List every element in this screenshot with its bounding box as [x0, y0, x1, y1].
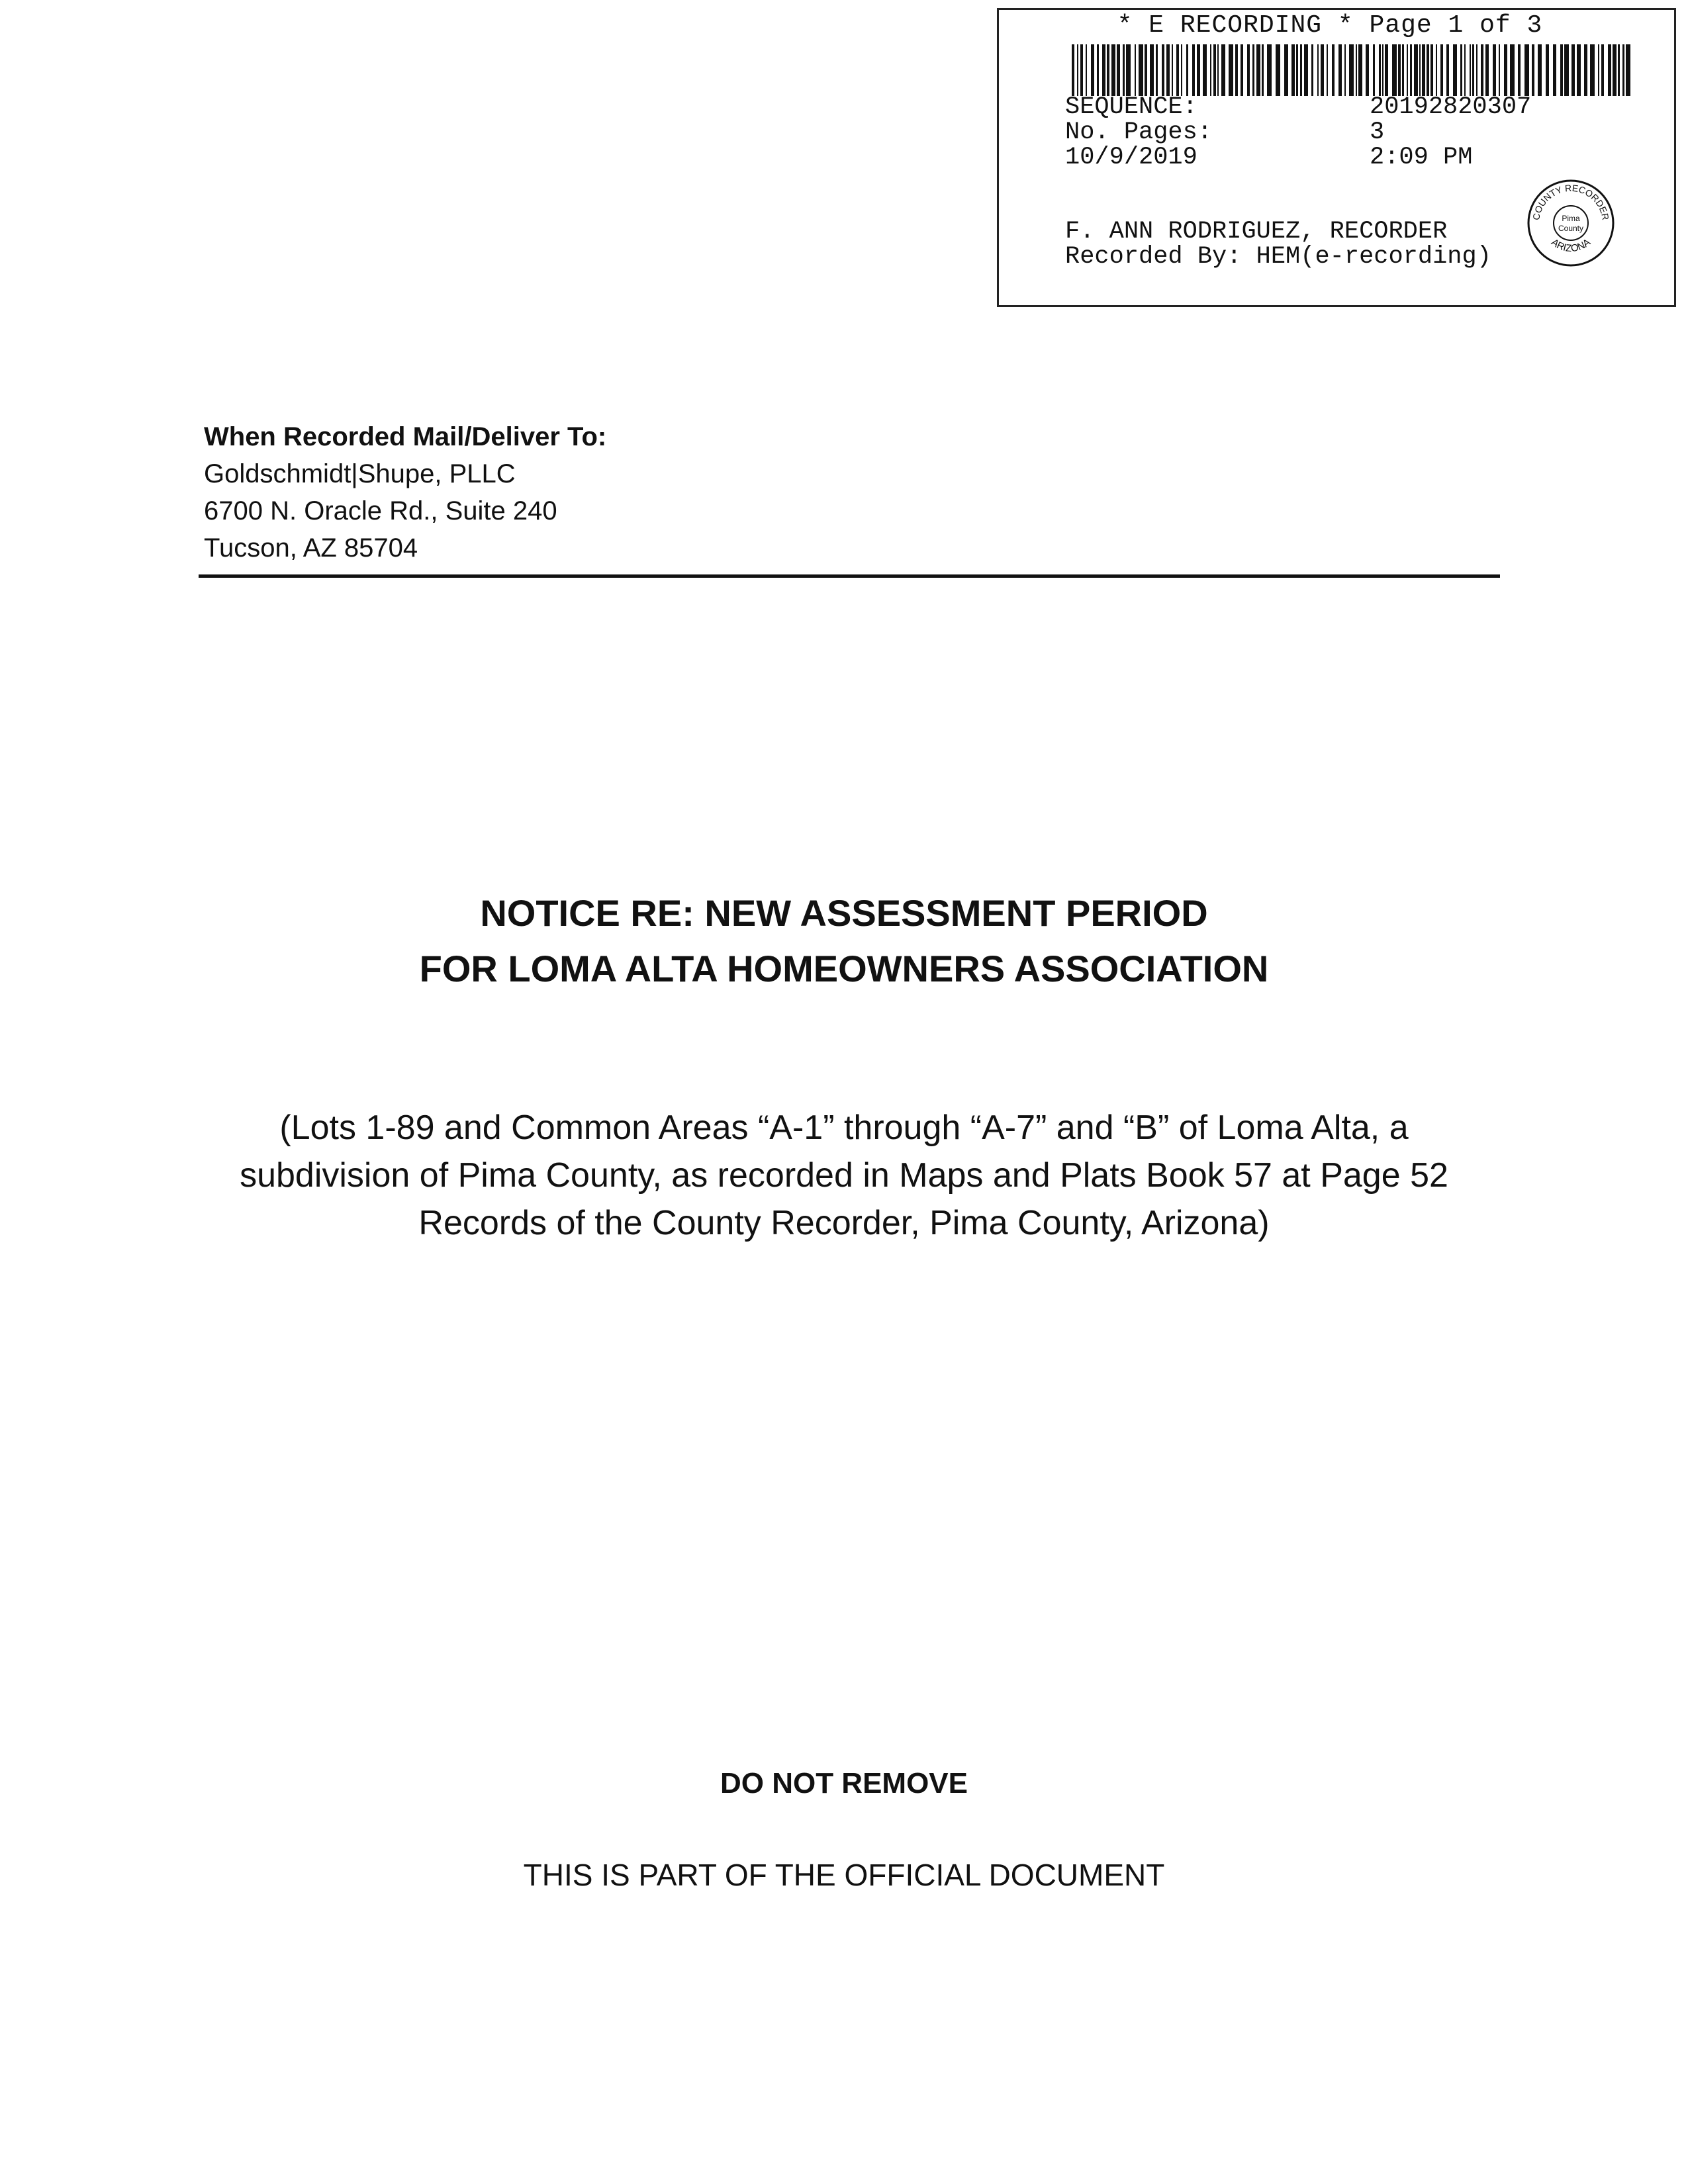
recording-date: 10/9/2019 [1065, 144, 1197, 171]
legal-description-line2: subdivision of Pima County, as recorded in Maps and Plats Book 57 at Page 52 [240, 1156, 1448, 1195]
barcode-bar [1560, 44, 1563, 96]
barcode-bar [1145, 44, 1147, 96]
barcode-bar [1235, 44, 1238, 96]
barcode-bar [1126, 44, 1131, 96]
mail-to-line2: 6700 N. Oracle Rd., Suite 240 [204, 496, 557, 525]
barcode-bar [1327, 44, 1328, 96]
barcode-bar [1373, 44, 1375, 96]
legal-description-line3: Records of the County Recorder, Pima County, Arizona) [418, 1204, 1270, 1242]
barcode-bar [1499, 44, 1500, 96]
barcode-bar [1176, 44, 1179, 96]
barcode-bar [1553, 44, 1556, 96]
mail-to-block [204, 418, 606, 567]
barcode-bar [1107, 44, 1109, 96]
barcode-bar [1210, 44, 1211, 96]
barcode-bar [1356, 44, 1357, 96]
barcode-bar [1481, 44, 1483, 96]
barcode-bar [1590, 44, 1595, 96]
barcode-bar [1436, 44, 1437, 96]
barcode-bar [1472, 44, 1474, 96]
barcode-bar [1584, 44, 1587, 96]
barcode-bar [1276, 44, 1280, 96]
stamp-header: * E RECORDING * Page 1 of 3 [1117, 11, 1543, 40]
recording-time: 2:09 PM [1370, 144, 1473, 171]
pages-label: No. Pages: [1065, 118, 1213, 146]
barcode-bar [1172, 44, 1173, 96]
seal-text-center-1: Pima [1562, 214, 1580, 223]
barcode-bar [1446, 44, 1449, 96]
barcode-bar [1221, 44, 1225, 96]
barcode-bar [1460, 44, 1462, 96]
barcode-bar [1464, 44, 1466, 96]
barcode-bar [1241, 44, 1243, 96]
barcode-bar [1493, 44, 1496, 96]
barcode-bar [1379, 44, 1381, 96]
barcode-bar [1510, 44, 1515, 96]
barcode-bar [1102, 44, 1105, 96]
barcode-bar [1296, 44, 1298, 96]
barcode-bar [1382, 44, 1383, 96]
barcode-bar [1111, 44, 1115, 96]
barcode-bar [1344, 44, 1346, 96]
barcode-bar [1135, 44, 1136, 96]
barcode-bar [1080, 44, 1083, 96]
barcode-bar [1332, 44, 1335, 96]
official-document-note: THIS IS PART OF THE OFFICIAL DOCUMENT [523, 1858, 1165, 1892]
barcode-bar [1262, 44, 1264, 96]
barcode-bar [1252, 44, 1254, 96]
barcode-bar [1086, 44, 1087, 96]
barcode-bar [1181, 44, 1182, 96]
barcode-bar [1213, 44, 1216, 96]
barcode-bar [1117, 44, 1120, 96]
barcode-bar [1317, 44, 1319, 96]
sequence-label: SEQUENCE: [1065, 93, 1197, 121]
barcode-bar [1538, 44, 1542, 96]
mail-to-line1: Goldschmidt|Shupe, PLLC [204, 459, 516, 488]
barcode-bar [1598, 44, 1599, 96]
barcode-bar [1618, 44, 1620, 96]
barcode-bar [1338, 44, 1342, 96]
barcode-bar [1398, 44, 1401, 96]
barcode-bar [1311, 44, 1313, 96]
barcode-bar [1186, 44, 1188, 96]
barcode-bar [1622, 44, 1624, 96]
document-title-line1: NOTICE RE: NEW ASSESSMENT PERIOD [480, 892, 1208, 934]
barcode-bar [1166, 44, 1170, 96]
barcode-bar [1532, 44, 1534, 96]
barcode-bar [1077, 44, 1078, 96]
sequence-value: 20192820307 [1370, 93, 1532, 121]
barcode-bar [1267, 44, 1272, 96]
barcode-bar [1470, 44, 1471, 96]
barcode-bar [1197, 44, 1200, 96]
barcode-bar [1504, 44, 1507, 96]
barcode-bar [1192, 44, 1195, 96]
barcode-bar [1156, 44, 1158, 96]
recorder-name: F. ANN RODRIGUEZ, RECORDER [1065, 218, 1448, 246]
barcode-bar [1601, 44, 1604, 96]
mail-to-heading: When Recorded Mail/Deliver To: [204, 422, 607, 451]
document-title-line2: FOR LOMA ALTA HOMEOWNERS ASSOCIATION [419, 948, 1269, 989]
barcode-bar [1256, 44, 1260, 96]
barcode-bar [1247, 44, 1250, 96]
barcode-bar [1485, 44, 1489, 96]
seal-text-bottom: ARIZONA [1549, 236, 1593, 255]
barcode-bar [1150, 44, 1154, 96]
barcode-bar [1453, 44, 1457, 96]
barcode-bar [1300, 44, 1302, 96]
barcode-bar [1304, 44, 1308, 96]
barcode-bar [1123, 44, 1125, 96]
barcode-bar [1139, 44, 1143, 96]
barcode-bar [1577, 44, 1581, 96]
barcode-bar [1097, 44, 1099, 96]
barcode-bar [1162, 44, 1164, 96]
divider-line [199, 574, 1500, 578]
barcode-bar [1476, 44, 1477, 96]
recording-stamp [997, 8, 1676, 307]
barcode-bar [1626, 44, 1630, 96]
barcode-bar [1291, 44, 1295, 96]
barcode-bar [1072, 44, 1074, 96]
barcode-bar [1349, 44, 1354, 96]
barcode-bar [1091, 44, 1094, 96]
barcode-bar [1422, 44, 1425, 96]
recorded-by: Recorded By: HEM(e-recording) [1065, 243, 1491, 271]
barcode-bar [1392, 44, 1397, 96]
svg-text:ARIZONA [1549, 237, 1593, 255]
barcode-bar [1427, 44, 1429, 96]
barcode-bar [1229, 44, 1233, 96]
barcode-bar [1430, 44, 1433, 96]
barcode-bar [1402, 44, 1404, 96]
barcode-bar [1524, 44, 1529, 96]
barcode-bar [1385, 44, 1388, 96]
seal-text-top: COUNTY RECORDER [1530, 182, 1611, 221]
barcode-bar [1284, 44, 1288, 96]
barcode-bar [1358, 44, 1362, 96]
barcode-bar [1203, 44, 1207, 96]
barcode-bar [1366, 44, 1369, 96]
pages-value: 3 [1370, 118, 1385, 146]
barcode-bar [1321, 44, 1324, 96]
barcode-bar [1564, 44, 1569, 96]
barcode-bar [1410, 44, 1412, 96]
barcode-bar [1217, 44, 1219, 96]
mail-to-line3: Tucson, AZ 85704 [204, 533, 418, 563]
barcode [1072, 44, 1634, 96]
barcode-bar [1407, 44, 1408, 96]
barcode-bar [1419, 44, 1421, 96]
barcode-bar [1546, 44, 1549, 96]
barcode-bar [1414, 44, 1418, 96]
do-not-remove-label: DO NOT REMOVE [720, 1767, 968, 1799]
legal-description-line1: (Lots 1-89 and Common Areas “A-1” through “A-7” and “B” of Loma Alta, a [279, 1109, 1409, 1147]
barcode-bar [1440, 44, 1443, 96]
barcode-bar [1613, 44, 1617, 96]
barcode-bar [1518, 44, 1521, 96]
barcode-bar [1608, 44, 1611, 96]
seal-text-center-2: County [1558, 224, 1584, 233]
county-recorder-seal [1524, 177, 1617, 269]
barcode-bar [1571, 44, 1575, 96]
